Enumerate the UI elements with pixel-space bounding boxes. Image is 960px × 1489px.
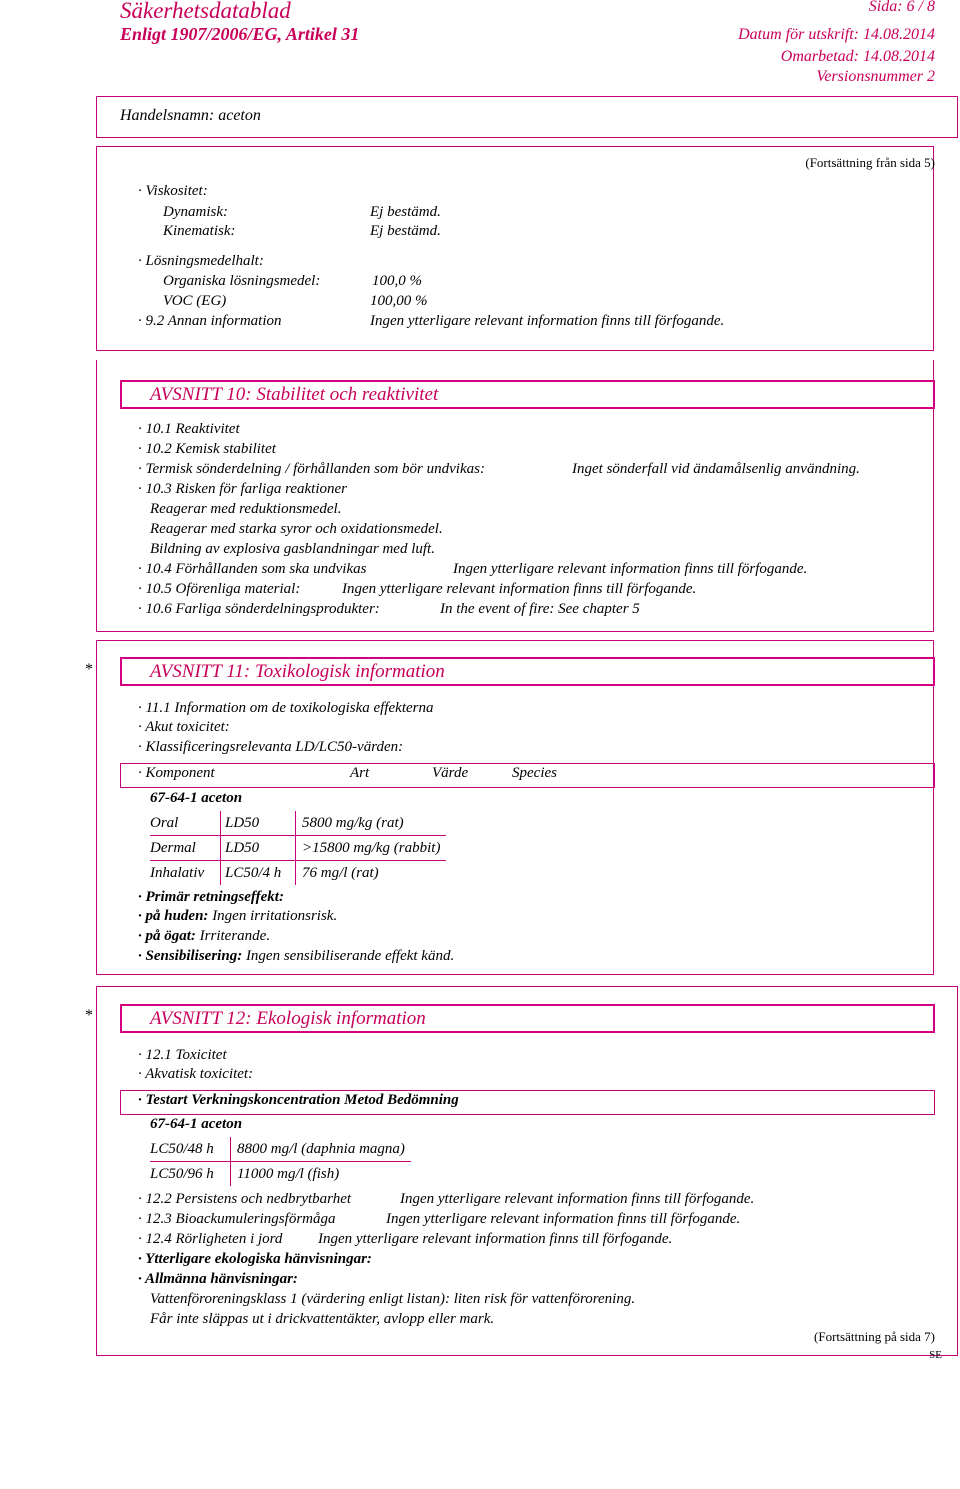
section10-title: AVSNITT 10: Stabilitet och reaktivitet bbox=[150, 384, 439, 405]
table-row bbox=[150, 1162, 411, 1187]
document-title: Säkerhetsdatablad bbox=[120, 0, 291, 23]
kinematic-label: Kinematisk: bbox=[163, 223, 236, 239]
incompatible-label: · 10.5 Oförenliga material: bbox=[138, 581, 301, 597]
value: 11000 mg/l (fish) bbox=[231, 1162, 411, 1187]
bioaccumulation-value: Ingen ytterligare relevant information finns till förfogande. bbox=[386, 1211, 741, 1227]
incompatible-value: Ingen ytterligare relevant information finns till förfogande. bbox=[342, 581, 697, 597]
revised-date: Omarbetad: 14.08.2014 bbox=[780, 48, 935, 65]
conditions-label: · 10.4 Förhållanden som ska undvikas bbox=[138, 561, 367, 577]
language-code: SE bbox=[929, 1349, 942, 1361]
value: 5800 mg/kg (rat) bbox=[302, 814, 404, 831]
tox-substance: 67-64-1 aceton bbox=[150, 790, 243, 806]
value: 8800 mg/l (daphnia magna) bbox=[237, 1140, 405, 1157]
table-row bbox=[150, 861, 446, 886]
tox-header-species: Species bbox=[512, 765, 557, 781]
bioaccumulation-label: · 12.3 Bioackumuleringsförmåga bbox=[138, 1211, 336, 1227]
tox-header-komponent: · Komponent bbox=[138, 765, 215, 781]
mobility-value: Ingen ytterligare relevant information finns till förfogande. bbox=[318, 1231, 673, 1247]
tox-values-table bbox=[150, 811, 446, 885]
section12-heading bbox=[120, 1004, 935, 1033]
dynamic-label: Dynamisk: bbox=[163, 204, 228, 220]
other-info-label: · 9.2 Annan information bbox=[138, 313, 282, 329]
test-type: LD50 bbox=[221, 836, 296, 861]
hazardous-reactions: · 10.3 Risken för farliga reaktioner bbox=[138, 481, 348, 497]
sensitization-value: Ingen sensibiliserande effekt känd. bbox=[245, 948, 455, 964]
mobility-label: · 12.4 Rörligheten i jord bbox=[138, 1231, 283, 1247]
conditions-value: Ingen ytterligare relevant information finns till förfogande. bbox=[453, 561, 808, 577]
value: 76 mg/l (rat) bbox=[296, 861, 447, 886]
reactivity: · 10.1 Reaktivitet bbox=[138, 421, 240, 437]
general-line-2: Får inte släppas ut i drickvattentäkter, avlopp eller mark. bbox=[150, 1311, 495, 1327]
test-type: LD50 bbox=[221, 811, 296, 836]
decomposition-value: In the event of fire: See chapter 5 bbox=[440, 601, 640, 617]
print-date: Datum för utskrift: 14.08.2014 bbox=[738, 26, 935, 43]
aquatic-toxicity: · Akvatisk toxicitet: bbox=[138, 1066, 254, 1082]
route: Dermal bbox=[150, 836, 221, 861]
eye-label: · på ögat: bbox=[138, 928, 196, 944]
decomposition-label: · 10.6 Farliga sönderdelningsprodukter: bbox=[138, 601, 380, 617]
section11-change-marker: * bbox=[85, 661, 93, 678]
toxicity: · 12.1 Toxicitet bbox=[138, 1047, 227, 1063]
regulation: Enligt 1907/2006/EG, Artikel 31 bbox=[120, 24, 360, 44]
thermal-label: · Termisk sönderdelning / förhållanden som bör undvikas: bbox=[138, 461, 485, 477]
organic-value: 100,0 % bbox=[372, 273, 422, 289]
section11-title: AVSNITT 11: Toxikologisk information bbox=[150, 661, 445, 682]
table-row bbox=[150, 836, 446, 861]
reaction-line-2: Reagerar med starka syror och oxidationsmedel. bbox=[150, 521, 443, 537]
reaction-line-3: Bildning av explosiva gasblandningar med luft. bbox=[150, 541, 435, 557]
route: Oral bbox=[150, 811, 221, 836]
table-row bbox=[150, 811, 446, 836]
general-line-1: Vattenföroreningsklass 1 (värdering enligt listan): liten risk för vattenförorening. bbox=[150, 1291, 636, 1307]
organic-label: Organiska lösningsmedel: bbox=[163, 273, 321, 289]
persistence-label: · 12.2 Persistens och nedbrytbarhet bbox=[138, 1191, 352, 1207]
eye-line bbox=[138, 928, 270, 945]
section12-title: AVSNITT 12: Ekologisk information bbox=[150, 1008, 426, 1029]
section12-change-marker: * bbox=[85, 1007, 93, 1024]
chemical-stability: · 10.2 Kemisk stabilitet bbox=[138, 441, 276, 457]
tox-header-art: Art bbox=[350, 765, 370, 781]
classification-values: · Klassificeringsrelevanta LD/LC50-värden: bbox=[138, 739, 404, 755]
tox-info: · 11.1 Information om de toxikologiska effekterna bbox=[138, 700, 434, 716]
section10-heading bbox=[120, 380, 935, 409]
page-number: Sida: 6 / 8 bbox=[868, 0, 935, 15]
primary-irritation: · Primär retningseffekt: bbox=[138, 889, 284, 905]
continued-to: (Fortsättning på sida 7) bbox=[814, 1329, 935, 1344]
eye-value: Irriterande. bbox=[199, 928, 271, 944]
eco-table-header: · Testart Verkningskoncentration Metod Bedömning bbox=[138, 1092, 459, 1108]
continued-from: (Fortsättning från sida 5) bbox=[805, 155, 935, 170]
sensitization-label: · Sensibilisering: bbox=[138, 948, 243, 964]
acute-toxicity: · Akut toxicitet: bbox=[138, 719, 230, 735]
skin-label: · på huden: bbox=[138, 908, 209, 924]
tox-header-varde: Värde bbox=[432, 765, 469, 781]
table-row bbox=[150, 1137, 411, 1162]
trade-name: Handelsnamn: aceton bbox=[120, 107, 261, 124]
other-info-value: Ingen ytterligare relevant information finns till förfogande. bbox=[370, 313, 725, 329]
eco-values-table bbox=[150, 1137, 411, 1186]
kinematic-value: Ej bestämd. bbox=[370, 223, 441, 239]
reaction-line-1: Reagerar med reduktionsmedel. bbox=[150, 501, 342, 517]
section11-heading bbox=[120, 657, 935, 686]
eco-substance: 67-64-1 aceton bbox=[150, 1116, 243, 1132]
general-notes: · Allmänna hänvisningar: bbox=[138, 1271, 298, 1287]
voc-label: VOC (EG) bbox=[163, 293, 227, 309]
dynamic-value: Ej bestämd. bbox=[370, 204, 441, 220]
persistence-value: Ingen ytterligare relevant information finns till förfogande. bbox=[400, 1191, 755, 1207]
further-ecological: · Ytterligare ekologiska hänvisningar: bbox=[138, 1251, 372, 1267]
sensitization-line bbox=[138, 948, 454, 965]
value: >15800 mg/kg (rabbit) bbox=[296, 836, 447, 861]
solvent-label: · Lösningsmedelhalt: bbox=[138, 253, 264, 269]
route: Inhalativ bbox=[150, 861, 221, 886]
version-number: Versionsnummer 2 bbox=[816, 68, 935, 85]
test-type: LC50/96 h bbox=[150, 1162, 231, 1187]
thermal-value: Inget sönderfall vid ändamålsenlig användning. bbox=[572, 461, 860, 477]
skin-value: Ingen irritationsrisk. bbox=[212, 908, 338, 924]
voc-value: 100,00 % bbox=[370, 293, 428, 309]
viscosity-label: · Viskositet: bbox=[138, 183, 208, 199]
test-type: LC50/48 h bbox=[150, 1137, 231, 1162]
skin-line bbox=[138, 908, 337, 925]
test-type: LC50/4 h bbox=[221, 861, 296, 886]
